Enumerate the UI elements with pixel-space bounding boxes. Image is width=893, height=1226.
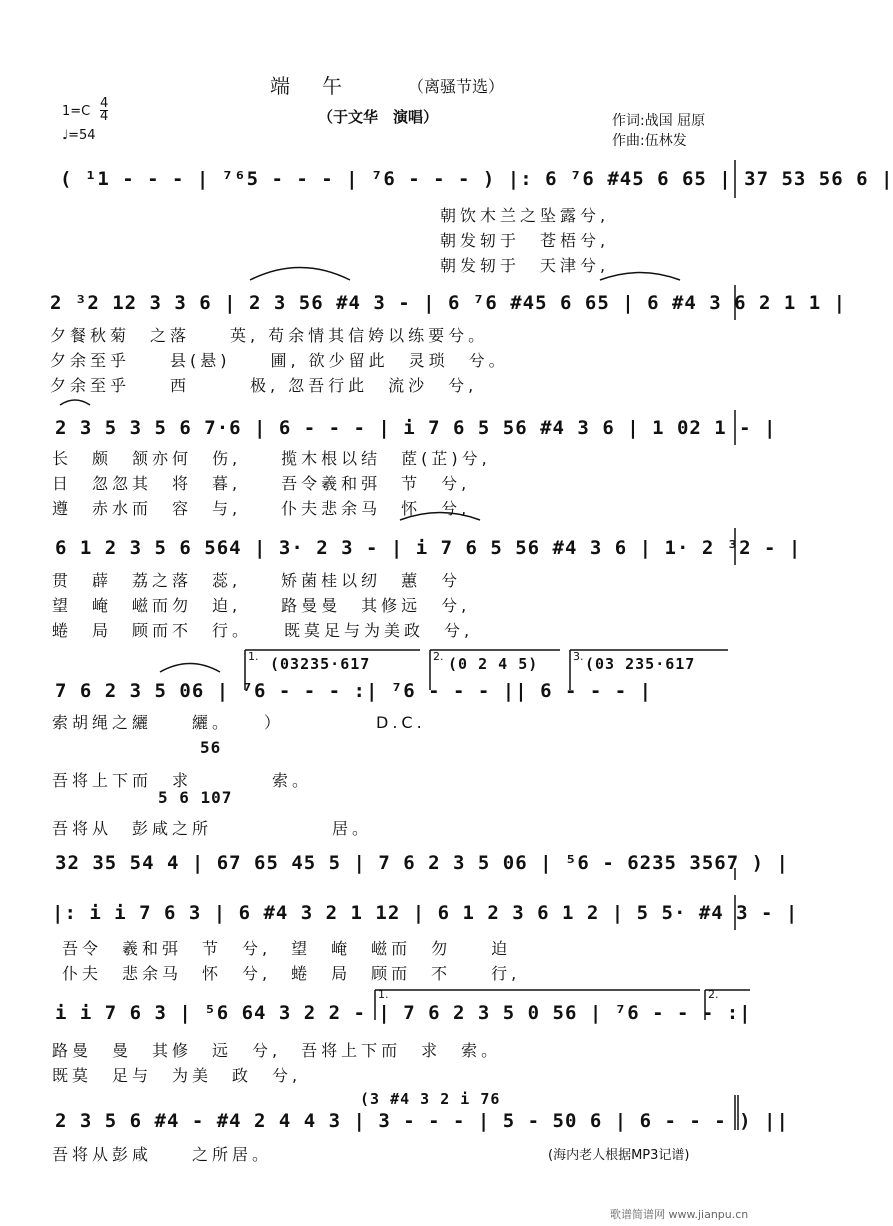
site-watermark: 歌谱简谱网 www.jianpu.cn	[610, 1208, 749, 1221]
lyric-line-2-verse-2: 夕余至乎 县(悬) 圃, 欲少留此 灵琐 兮。	[50, 351, 509, 370]
time-signature-bottom: 4	[100, 109, 109, 124]
bracket-phrase-2: (0 2 4 5)	[448, 655, 539, 673]
notation-line-7: 32 35 54 4 | 67 65 45 5 | 7 6 2 3 5 06 | ⁵6 - 6235 3567 ) |	[55, 852, 789, 874]
lyric-line-6-verse-1: 吾将上下而 求 索。	[52, 771, 313, 790]
bracket-phrase-final: (3 #4 3 2 i 76	[360, 1090, 501, 1108]
slur	[160, 664, 220, 673]
lyric-line-4-verse-2: 望 崦 嵫而勿 迫, 路曼曼 其修远 兮,	[52, 596, 471, 615]
lyric-line-1-verse-2: 朝发轫于 苍梧兮,	[440, 231, 610, 250]
lyric-line-4-verse-3: 蜷 局 顾而不 行。 既莫足与为美政 兮,	[52, 621, 474, 640]
key-signature: 1=C	[62, 104, 91, 119]
lyric-line-2-verse-1: 夕餐秋菊 之落 英, 苟余情其信姱以练要兮。	[50, 326, 489, 345]
volta-1-label-2: 1.	[378, 988, 389, 1001]
ossia-notes-2: 5 6 107	[158, 788, 233, 807]
lyric-line-3-verse-1: 长 颇 颔亦何 伤, 揽木根以结 茝(芷)兮,	[52, 449, 491, 468]
volta-1-label: 1.	[248, 650, 259, 663]
lyric-line-8-verse-2: 仆夫 悲余马 怀 兮, 蜷 局 顾而 不 行,	[62, 964, 521, 983]
notation-line-5: 7 6 2 3 5 06 | ⁷6 - - - :| ⁷6 - - - || 6 - - - |	[55, 680, 653, 702]
bracket-phrase-3: (03 235·617	[585, 655, 696, 673]
transcription-note: (海内老人根据MP3记谱)	[548, 1148, 690, 1163]
volta-2-label-2: 2.	[708, 988, 719, 1001]
notation-line-3: 2 3 5 3 5 6 7·6 | 6 - - - | i 7 6 5 56 #4 3 6 | 1 02 1 - |	[55, 417, 777, 439]
song-title: 端 午	[270, 74, 348, 98]
volta-3-label: 3.	[573, 650, 584, 663]
volta-2-label: 2.	[433, 650, 444, 663]
lyricist-credit: 作词:战国 屈原	[612, 113, 706, 129]
slur	[250, 268, 350, 281]
song-subtitle: （离骚节选）	[408, 77, 505, 96]
lyric-line-8-verse-1: 吾令 羲和弭 节 兮, 望 崦 嵫而 勿 迫	[62, 939, 512, 958]
singer-credit: （于文华 演唱）	[318, 108, 439, 126]
composer-credit: 作曲:伍林发	[612, 133, 687, 149]
lyric-line-2-verse-3: 夕余至乎 西 极, 忽吾行此 流沙 兮,	[50, 376, 478, 395]
notation-line-9: i i 7 6 3 | ⁵6 64 3 2 2 - | 7 6 2 3 5 0 56 | ⁷6 - - - :|	[55, 1002, 752, 1024]
bracket-phrase-1: (03235·617	[270, 655, 371, 673]
ossia-notes-1: 56	[200, 738, 222, 757]
lyric-line-3-verse-3: 遵 赤水而 容 与, 仆夫悲余马 怀 兮,	[52, 499, 471, 518]
lyric-line-9-verse-2: 既莫 足与 为美 政 兮,	[52, 1066, 302, 1085]
lyric-line-1-verse-1: 朝饮木兰之坠露兮,	[440, 206, 610, 225]
lyric-line-10: 吾将从彭咸 之所居。	[52, 1145, 273, 1164]
notation-line-4: 6 1 2 3 5 6 564 | 3· 2 3 - | i 7 6 5 56 #4 3 6 | 1· 2 ³2 - |	[55, 537, 802, 559]
notation-line-1: ( ¹1 - - - | ⁷⁶5 - - - | ⁷6 - - - ) |: 6 ⁷6 #45 6 65 | 37 53 56 6 |	[60, 168, 893, 190]
slur	[60, 400, 90, 405]
time-signature-top: 4	[100, 96, 109, 111]
tempo-marking: ♩=54	[62, 128, 96, 143]
notation-line-8: |: i i 7 6 3 | 6 #4 3 2 1 12 | 6 1 2 3 6 1 2 | 5 5· #4 3 - |	[52, 902, 799, 924]
lyric-line-6-verse-2: 吾将从 彭咸之所 居。	[52, 819, 373, 838]
lyric-line-3-verse-2: 日 忽忽其 将 暮, 吾令羲和弭 节 兮,	[52, 474, 471, 493]
notation-line-2: 2 ³2 12 3 3 6 | 2 3 56 #4 3 - | 6 ⁷6 #45 6 65 | 6 #4 3 6 2 1 1 |	[50, 292, 847, 314]
notation-line-10: 2 3 5 6 #4 - #4 2 4 4 3 | 3 - - - | 5 - 50 6 | 6 - - - ) ||	[55, 1110, 789, 1132]
lyric-line-5: 索胡绳之纚 纚。 ） D.C.	[52, 713, 426, 732]
lyric-line-9-verse-1: 路曼 曼 其修 远 兮, 吾将上下而 求 索。	[52, 1041, 502, 1060]
lyric-line-4-verse-1: 贯 薜 荔之落 蕊, 矫菌桂以纫 蕙 兮	[52, 571, 462, 590]
slur	[600, 273, 680, 281]
lyric-line-1-verse-3: 朝发轫于 天津兮,	[440, 256, 610, 275]
